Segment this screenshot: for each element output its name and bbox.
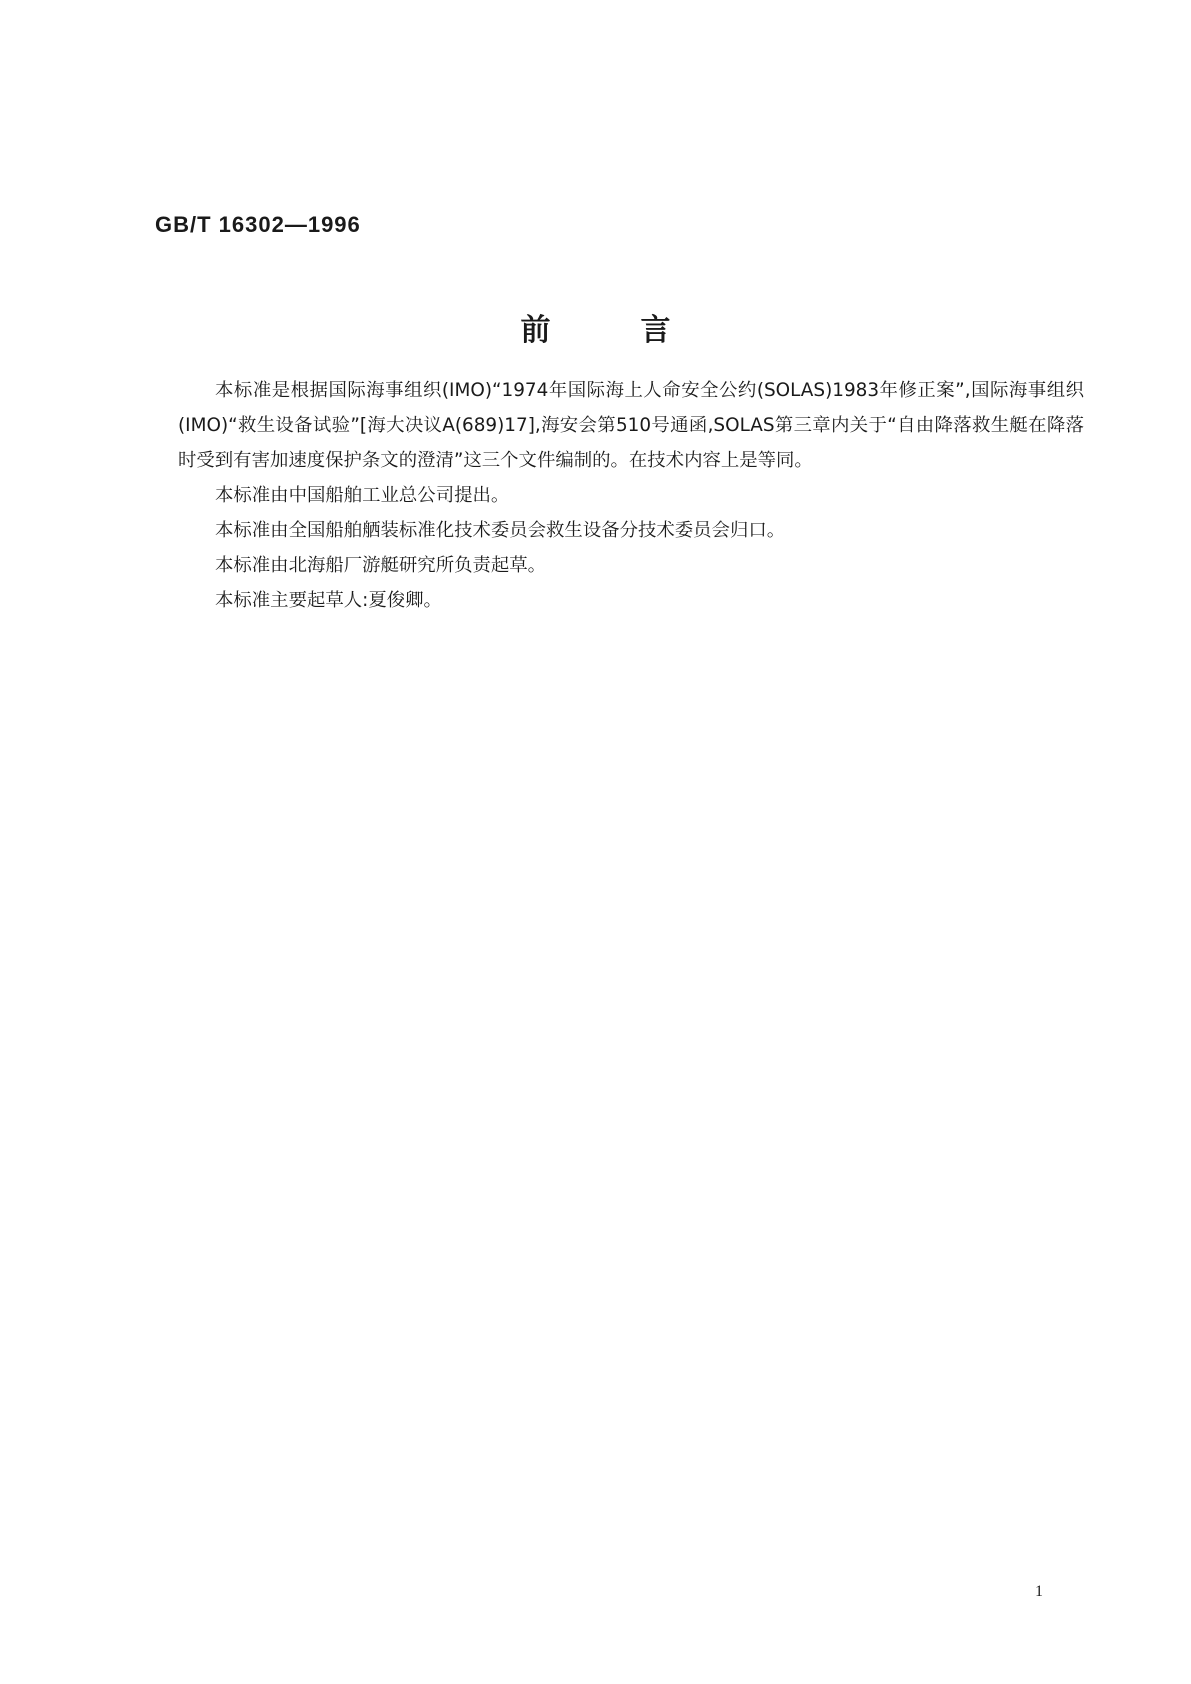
page-title: 前言	[520, 313, 761, 348]
page-number: 1	[1035, 1583, 1043, 1600]
standard-number: GB/T 16302—1996	[155, 212, 361, 237]
paragraph-main-drafter: 本标准主要起草人:夏俊卿。	[215, 590, 442, 611]
paragraph-responsible-committee: 本标准由全国船舶舾装标准化技术委员会救生设备分技术委员会归口。	[215, 520, 786, 541]
preface-body	[178, 373, 1084, 618]
paragraph-drafting-unit: 本标准由北海船厂游艇研究所负责起草。	[215, 555, 547, 576]
paragraph-basis: 本标准是根据国际海事组织(IMO)“1974年国际海上人命安全公约(SOLAS)1983年修正案”,国际海事组织(IMO)“救生设备试验”[海大决议A(689)17],海安会第510号通函,SOLAS第三章内关于“自由降落救生艇在降落时受到有害加速度保护条文的澄清”这三个文件编制的。在技术内容上是等同。	[178, 380, 1084, 471]
paragraph-proposer: 本标准由中国船舶工业总公司提出。	[215, 485, 510, 506]
